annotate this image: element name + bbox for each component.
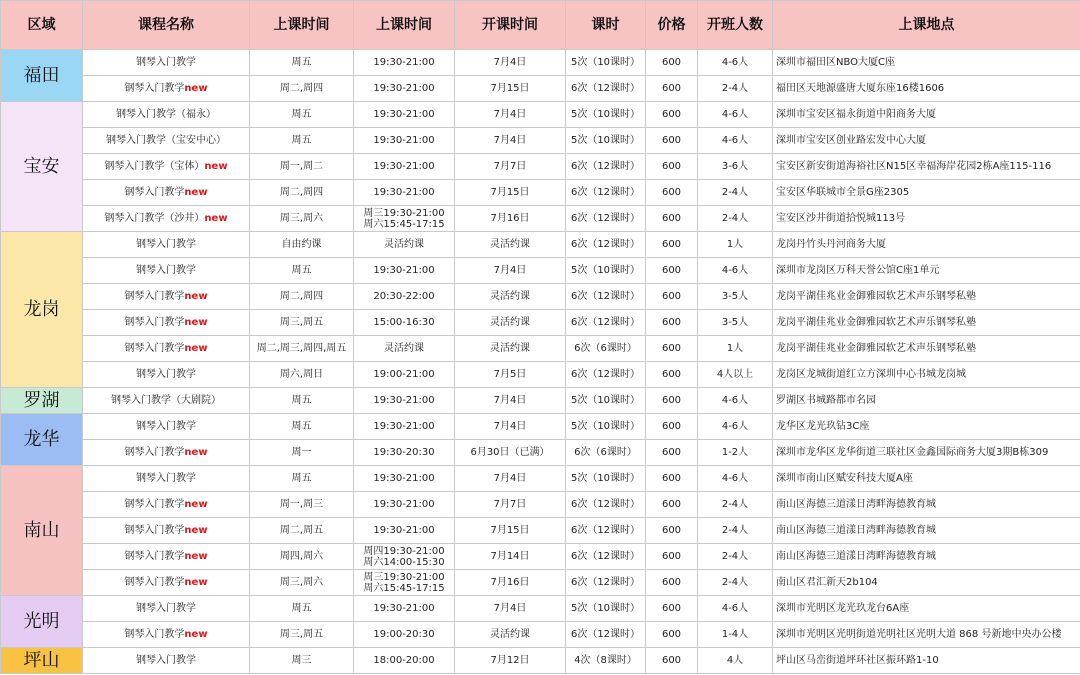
location-cell: 坪山区马峦街道坪环社区振环路1-10 xyxy=(773,648,1080,674)
class-time-line: 周六15:45-17:15 xyxy=(363,582,445,594)
course-name-cell xyxy=(83,284,250,310)
new-badge: new xyxy=(184,343,208,354)
table-row xyxy=(1,388,1080,414)
course-name: 钢琴入门教学 xyxy=(136,239,196,250)
table-row xyxy=(1,232,1080,258)
class-time-cell xyxy=(354,570,455,596)
course-name-cell xyxy=(83,336,250,362)
course-name: 钢琴入门教学 xyxy=(124,317,185,328)
price-cell: 600 xyxy=(646,440,698,466)
class-days-cell: 周三,周六 xyxy=(250,206,354,232)
lessons-cell: 6次（6课时） xyxy=(566,336,646,362)
table-row xyxy=(1,180,1080,206)
course-name: 钢琴入门教学 xyxy=(136,265,196,276)
course-name: 钢琴入门教学 xyxy=(124,447,185,458)
class-size-cell: 3-5人 xyxy=(698,310,773,336)
course-name: 钢琴入门教学 xyxy=(136,603,196,614)
lessons-cell: 5次（10课时） xyxy=(566,596,646,622)
location-cell: 福田区天地源盛唐大厦东座16楼1606 xyxy=(773,76,1080,102)
table-row xyxy=(1,414,1080,440)
class-days-cell: 周六,周日 xyxy=(250,362,354,388)
class-size-cell: 1-4人 xyxy=(698,622,773,648)
class-size-cell: 4人以上 xyxy=(698,362,773,388)
class-time-cell: 19:30-21:00 xyxy=(354,596,455,622)
class-size-cell: 2-4人 xyxy=(698,518,773,544)
price-cell: 600 xyxy=(646,206,698,232)
table-row xyxy=(1,206,1080,232)
lessons-cell: 5次（10课时） xyxy=(566,102,646,128)
header-location: 上课地点 xyxy=(773,1,1080,50)
location-cell: 龙华区龙光玖钻3C座 xyxy=(773,414,1080,440)
start-date-cell: 灵活约课 xyxy=(455,310,566,336)
location-cell: 深圳市光明区龙光玖龙台6A座 xyxy=(773,596,1080,622)
class-size-cell: 1人 xyxy=(698,336,773,362)
class-days-cell: 周五 xyxy=(250,388,354,414)
class-days-cell: 周二,周五 xyxy=(250,518,354,544)
course-name-cell xyxy=(83,622,250,648)
lessons-cell: 6次（12课时） xyxy=(566,284,646,310)
new-badge: new xyxy=(184,629,208,640)
region-cell: 龙岗 xyxy=(1,232,83,388)
price-cell: 600 xyxy=(646,50,698,76)
class-size-cell: 4-6人 xyxy=(698,466,773,492)
course-name-cell xyxy=(83,518,250,544)
price-cell: 600 xyxy=(646,570,698,596)
course-name: 钢琴入门教学（宝体） xyxy=(104,161,205,172)
course-name-cell xyxy=(83,570,250,596)
class-size-cell: 3-6人 xyxy=(698,154,773,180)
start-date-cell: 7月15日 xyxy=(455,76,566,102)
class-time-line: 周三19:30-21:00 xyxy=(363,571,445,583)
class-time-cell: 19:30-21:00 xyxy=(354,128,455,154)
price-cell: 600 xyxy=(646,544,698,570)
lessons-cell: 5次（10课时） xyxy=(566,466,646,492)
class-size-cell: 2-4人 xyxy=(698,570,773,596)
course-name-cell xyxy=(83,76,250,102)
class-days-cell: 周一,周三 xyxy=(250,492,354,518)
header-start-date: 开课时间 xyxy=(455,1,566,50)
course-name-cell xyxy=(83,362,250,388)
new-badge: new xyxy=(184,551,208,562)
start-date-cell: 7月16日 xyxy=(455,206,566,232)
class-size-cell: 4-6人 xyxy=(698,50,773,76)
class-size-cell: 4-6人 xyxy=(698,258,773,284)
class-days-cell: 周二,周四 xyxy=(250,180,354,206)
start-date-cell: 7月4日 xyxy=(455,596,566,622)
start-date-cell: 7月7日 xyxy=(455,154,566,180)
price-cell: 600 xyxy=(646,466,698,492)
start-date-cell: 7月4日 xyxy=(455,466,566,492)
class-size-cell: 4人 xyxy=(698,648,773,674)
header-class-size: 开班人数 xyxy=(698,1,773,50)
new-badge: new xyxy=(204,213,228,224)
region-cell: 福田 xyxy=(1,50,83,102)
start-date-cell: 7月15日 xyxy=(455,518,566,544)
class-days-cell: 周五 xyxy=(250,50,354,76)
class-size-cell: 2-4人 xyxy=(698,206,773,232)
class-days-cell: 周五 xyxy=(250,414,354,440)
price-cell: 600 xyxy=(646,388,698,414)
class-size-cell: 2-4人 xyxy=(698,180,773,206)
location-cell: 深圳市宝安区福永街道中阳商务大厦 xyxy=(773,102,1080,128)
course-name-cell xyxy=(83,102,250,128)
course-name: 钢琴入门教学 xyxy=(136,57,196,68)
new-badge: new xyxy=(184,577,208,588)
start-date-cell: 7月7日 xyxy=(455,492,566,518)
class-time-cell xyxy=(354,206,455,232)
class-days-cell: 周五 xyxy=(250,466,354,492)
course-name: 钢琴入门教学（大剧院） xyxy=(111,395,221,406)
location-cell: 龙岗区龙城街道红立方深圳中心书城龙岗城 xyxy=(773,362,1080,388)
region-cell: 宝安 xyxy=(1,102,83,232)
price-cell: 600 xyxy=(646,492,698,518)
class-time-cell: 15:00-16:30 xyxy=(354,310,455,336)
table-row xyxy=(1,622,1080,648)
class-time-cell: 灵活约课 xyxy=(354,232,455,258)
location-cell: 龙岗丹竹头丹河商务大厦 xyxy=(773,232,1080,258)
lessons-cell: 6次（12课时） xyxy=(566,492,646,518)
location-cell: 宝安区沙井街道拾悦城113号 xyxy=(773,206,1080,232)
class-days-cell: 周三,周六 xyxy=(250,570,354,596)
price-cell: 600 xyxy=(646,76,698,102)
start-date-cell: 7月14日 xyxy=(455,544,566,570)
region-cell: 坪山 xyxy=(1,648,83,674)
start-date-cell: 灵活约课 xyxy=(455,622,566,648)
location-cell: 南山区君汇新天2b104 xyxy=(773,570,1080,596)
class-time-cell: 19:30-21:00 xyxy=(354,518,455,544)
location-cell: 宝安区新安街道海裕社区N15区幸福海岸花园2栋A座115-116 xyxy=(773,154,1080,180)
course-name-cell xyxy=(83,154,250,180)
class-time-cell: 19:30-21:00 xyxy=(354,258,455,284)
course-name-cell xyxy=(83,492,250,518)
class-days-cell: 周三,周五 xyxy=(250,310,354,336)
location-cell: 南山区海德三道漾日湾畔海德教育城 xyxy=(773,492,1080,518)
course-name: 钢琴入门教学 xyxy=(124,83,185,94)
header-class-time: 上课时间 xyxy=(354,1,455,50)
start-date-cell: 7月15日 xyxy=(455,180,566,206)
class-days-cell: 周一 xyxy=(250,440,354,466)
table-row xyxy=(1,336,1080,362)
start-date-cell: 灵活约课 xyxy=(455,232,566,258)
new-badge: new xyxy=(184,187,208,198)
table-row xyxy=(1,50,1080,76)
class-size-cell: 4-6人 xyxy=(698,596,773,622)
course-name-cell xyxy=(83,258,250,284)
class-time-cell: 19:30-20:30 xyxy=(354,440,455,466)
table-row xyxy=(1,284,1080,310)
region-cell: 南山 xyxy=(1,466,83,596)
class-size-cell: 2-4人 xyxy=(698,492,773,518)
course-name-cell xyxy=(83,648,250,674)
start-date-cell: 7月16日 xyxy=(455,570,566,596)
table-row xyxy=(1,440,1080,466)
class-days-cell: 周四,周六 xyxy=(250,544,354,570)
class-time-cell: 灵活约课 xyxy=(354,336,455,362)
class-size-cell: 1-2人 xyxy=(698,440,773,466)
header-course-name: 课程名称 xyxy=(83,1,250,50)
class-days-cell: 周三 xyxy=(250,648,354,674)
start-date-cell: 7月5日 xyxy=(455,362,566,388)
table-row xyxy=(1,492,1080,518)
location-cell: 龙岗平湖佳兆业金御雅园软艺术声乐钢琴私塾 xyxy=(773,284,1080,310)
location-cell: 深圳市龙华区龙华街道三联社区金鑫国际商务大厦3期B栋309 xyxy=(773,440,1080,466)
class-time-cell: 20:30-22:00 xyxy=(354,284,455,310)
table-row xyxy=(1,466,1080,492)
lessons-cell: 6次（12课时） xyxy=(566,232,646,258)
price-cell: 600 xyxy=(646,362,698,388)
course-name-cell xyxy=(83,180,250,206)
start-date-cell: 灵活约课 xyxy=(455,284,566,310)
class-time-cell: 19:30-21:00 xyxy=(354,466,455,492)
course-name: 钢琴入门教学 xyxy=(136,369,196,380)
location-cell: 深圳市南山区赋安科技大厦A座 xyxy=(773,466,1080,492)
course-name-cell xyxy=(83,206,250,232)
header-price: 价格 xyxy=(646,1,698,50)
table-row xyxy=(1,570,1080,596)
table-row xyxy=(1,154,1080,180)
class-size-cell: 2-4人 xyxy=(698,544,773,570)
lessons-cell: 6次（12课时） xyxy=(566,622,646,648)
start-date-cell: 灵活约课 xyxy=(455,336,566,362)
header-class-days: 上课时间 xyxy=(250,1,354,50)
lessons-cell: 4次（8课时） xyxy=(566,648,646,674)
table-row xyxy=(1,362,1080,388)
course-name-cell xyxy=(83,388,250,414)
new-badge: new xyxy=(184,291,208,302)
class-time-cell: 19:30-21:00 xyxy=(354,102,455,128)
lessons-cell: 5次（10课时） xyxy=(566,414,646,440)
price-cell: 600 xyxy=(646,284,698,310)
table-row xyxy=(1,310,1080,336)
lessons-cell: 6次（12课时） xyxy=(566,544,646,570)
table-row xyxy=(1,544,1080,570)
class-days-cell: 周五 xyxy=(250,102,354,128)
region-cell: 光明 xyxy=(1,596,83,648)
class-time-line: 周六15:45-17:15 xyxy=(363,218,445,230)
location-cell: 宝安区华联城市全景G座2305 xyxy=(773,180,1080,206)
new-badge: new xyxy=(184,83,208,94)
table-row xyxy=(1,648,1080,674)
location-cell: 龙岗平湖佳兆业金御雅园软艺术声乐钢琴私塾 xyxy=(773,336,1080,362)
course-name: 钢琴入门教学 xyxy=(136,655,196,666)
location-cell: 南山区海德三道漾日湾畔海德教育城 xyxy=(773,518,1080,544)
lessons-cell: 6次（12课时） xyxy=(566,206,646,232)
price-cell: 600 xyxy=(646,128,698,154)
course-name: 钢琴入门教学 xyxy=(124,525,185,536)
class-days-cell: 周二,周三,周四,周五 xyxy=(250,336,354,362)
course-name: 钢琴入门教学 xyxy=(136,421,196,432)
price-cell: 600 xyxy=(646,310,698,336)
class-time-cell: 19:30-21:00 xyxy=(354,388,455,414)
table-row xyxy=(1,76,1080,102)
location-cell: 罗湖区书城路都市名园 xyxy=(773,388,1080,414)
class-days-cell: 周五 xyxy=(250,258,354,284)
course-name: 钢琴入门教学 xyxy=(124,629,185,640)
course-name: 钢琴入门教学 xyxy=(136,473,196,484)
location-cell: 深圳市光明区光明街道光明社区光明大道 868 号新地中央办公楼 xyxy=(773,622,1080,648)
class-days-cell: 周三,周五 xyxy=(250,622,354,648)
price-cell: 600 xyxy=(646,154,698,180)
price-cell: 600 xyxy=(646,648,698,674)
location-cell: 南山区海德三道漾日湾畔海德教育城 xyxy=(773,544,1080,570)
lessons-cell: 5次（10课时） xyxy=(566,388,646,414)
class-time-line: 周六14:00-15:30 xyxy=(363,556,445,568)
course-name-cell xyxy=(83,414,250,440)
course-name-cell xyxy=(83,232,250,258)
course-name: 钢琴入门教学 xyxy=(124,499,185,510)
header-region: 区域 xyxy=(1,1,83,50)
new-badge: new xyxy=(184,447,208,458)
table-row xyxy=(1,102,1080,128)
start-date-cell: 7月4日 xyxy=(455,388,566,414)
start-date-cell: 7月4日 xyxy=(455,258,566,284)
class-days-cell: 周二,周四 xyxy=(250,76,354,102)
course-name-cell xyxy=(83,50,250,76)
location-cell: 深圳市龙岗区万科天誉公馆C座1单元 xyxy=(773,258,1080,284)
course-name: 钢琴入门教学（沙井） xyxy=(104,213,205,224)
location-cell: 深圳市宝安区创业路宏发中心大厦 xyxy=(773,128,1080,154)
class-time-cell: 19:30-21:00 xyxy=(354,154,455,180)
course-name: 钢琴入门教学（宝安中心） xyxy=(106,135,226,146)
class-days-cell: 周五 xyxy=(250,128,354,154)
start-date-cell: 7月4日 xyxy=(455,102,566,128)
class-time-cell: 19:30-21:00 xyxy=(354,414,455,440)
price-cell: 600 xyxy=(646,258,698,284)
course-name: 钢琴入门教学 xyxy=(124,187,185,198)
class-size-cell: 4-6人 xyxy=(698,388,773,414)
class-days-cell: 周一,周二 xyxy=(250,154,354,180)
lessons-cell: 6次（12课时） xyxy=(566,180,646,206)
lessons-cell: 5次（10课时） xyxy=(566,258,646,284)
new-badge: new xyxy=(184,317,208,328)
start-date-cell: 7月4日 xyxy=(455,128,566,154)
price-cell: 600 xyxy=(646,180,698,206)
class-days-cell: 周五 xyxy=(250,596,354,622)
course-name-cell xyxy=(83,596,250,622)
start-date-cell: 7月4日 xyxy=(455,50,566,76)
lessons-cell: 5次（10课时） xyxy=(566,128,646,154)
price-cell: 600 xyxy=(646,596,698,622)
course-name-cell xyxy=(83,310,250,336)
course-name: 钢琴入门教学（福永） xyxy=(116,109,216,120)
class-time-cell: 19:30-21:00 xyxy=(354,50,455,76)
price-cell: 600 xyxy=(646,232,698,258)
price-cell: 600 xyxy=(646,622,698,648)
new-badge: new xyxy=(204,161,228,172)
price-cell: 600 xyxy=(646,414,698,440)
course-name: 钢琴入门教学 xyxy=(124,343,185,354)
start-date-cell: 7月12日 xyxy=(455,648,566,674)
class-time-line: 周四19:30-21:00 xyxy=(363,545,445,557)
class-time-cell: 19:30-21:00 xyxy=(354,76,455,102)
lessons-cell: 5次（10课时） xyxy=(566,50,646,76)
price-cell: 600 xyxy=(646,518,698,544)
class-time-cell: 19:30-21:00 xyxy=(354,180,455,206)
lessons-cell: 6次（12课时） xyxy=(566,310,646,336)
lessons-cell: 6次（12课时） xyxy=(566,518,646,544)
location-cell: 龙岗平湖佳兆业金御雅园软艺术声乐钢琴私塾 xyxy=(773,310,1080,336)
new-badge: new xyxy=(184,499,208,510)
class-time-cell: 19:00-20:30 xyxy=(354,622,455,648)
price-cell: 600 xyxy=(646,102,698,128)
class-size-cell: 4-6人 xyxy=(698,102,773,128)
table-row xyxy=(1,128,1080,154)
class-time-cell: 19:00-21:00 xyxy=(354,362,455,388)
class-size-cell: 4-6人 xyxy=(698,128,773,154)
location-cell: 深圳市福田区NBO大厦C座 xyxy=(773,50,1080,76)
class-time-cell: 19:30-21:00 xyxy=(354,492,455,518)
course-name-cell xyxy=(83,440,250,466)
class-time-cell xyxy=(354,544,455,570)
class-size-cell: 4-6人 xyxy=(698,414,773,440)
class-size-cell: 2-4人 xyxy=(698,76,773,102)
price-cell: 600 xyxy=(646,336,698,362)
class-size-cell: 1人 xyxy=(698,232,773,258)
course-name-cell xyxy=(83,544,250,570)
start-date-cell: 6月30日（已满） xyxy=(455,440,566,466)
class-days-cell: 周二,周四 xyxy=(250,284,354,310)
lessons-cell: 6次（12课时） xyxy=(566,362,646,388)
course-name: 钢琴入门教学 xyxy=(124,551,185,562)
table-body xyxy=(1,50,1080,674)
table-row xyxy=(1,258,1080,284)
new-badge: new xyxy=(184,525,208,536)
region-cell: 罗湖 xyxy=(1,388,83,414)
lessons-cell: 6次（6课时） xyxy=(566,440,646,466)
lessons-cell: 6次（12课时） xyxy=(566,154,646,180)
course-name-cell xyxy=(83,466,250,492)
course-name: 钢琴入门教学 xyxy=(124,291,185,302)
class-time-cell: 18:00-20:00 xyxy=(354,648,455,674)
region-cell: 龙华 xyxy=(1,414,83,466)
table-row xyxy=(1,518,1080,544)
header-lessons: 课时 xyxy=(566,1,646,50)
start-date-cell: 7月4日 xyxy=(455,414,566,440)
lessons-cell: 6次（12课时） xyxy=(566,570,646,596)
header-row xyxy=(1,1,1080,50)
class-days-cell: 自由约课 xyxy=(250,232,354,258)
course-name-cell xyxy=(83,128,250,154)
course-name: 钢琴入门教学 xyxy=(124,577,185,588)
lessons-cell: 6次（12课时） xyxy=(566,76,646,102)
class-time-line: 周三19:30-21:00 xyxy=(363,207,445,219)
class-size-cell: 3-5人 xyxy=(698,284,773,310)
table-row xyxy=(1,596,1080,622)
